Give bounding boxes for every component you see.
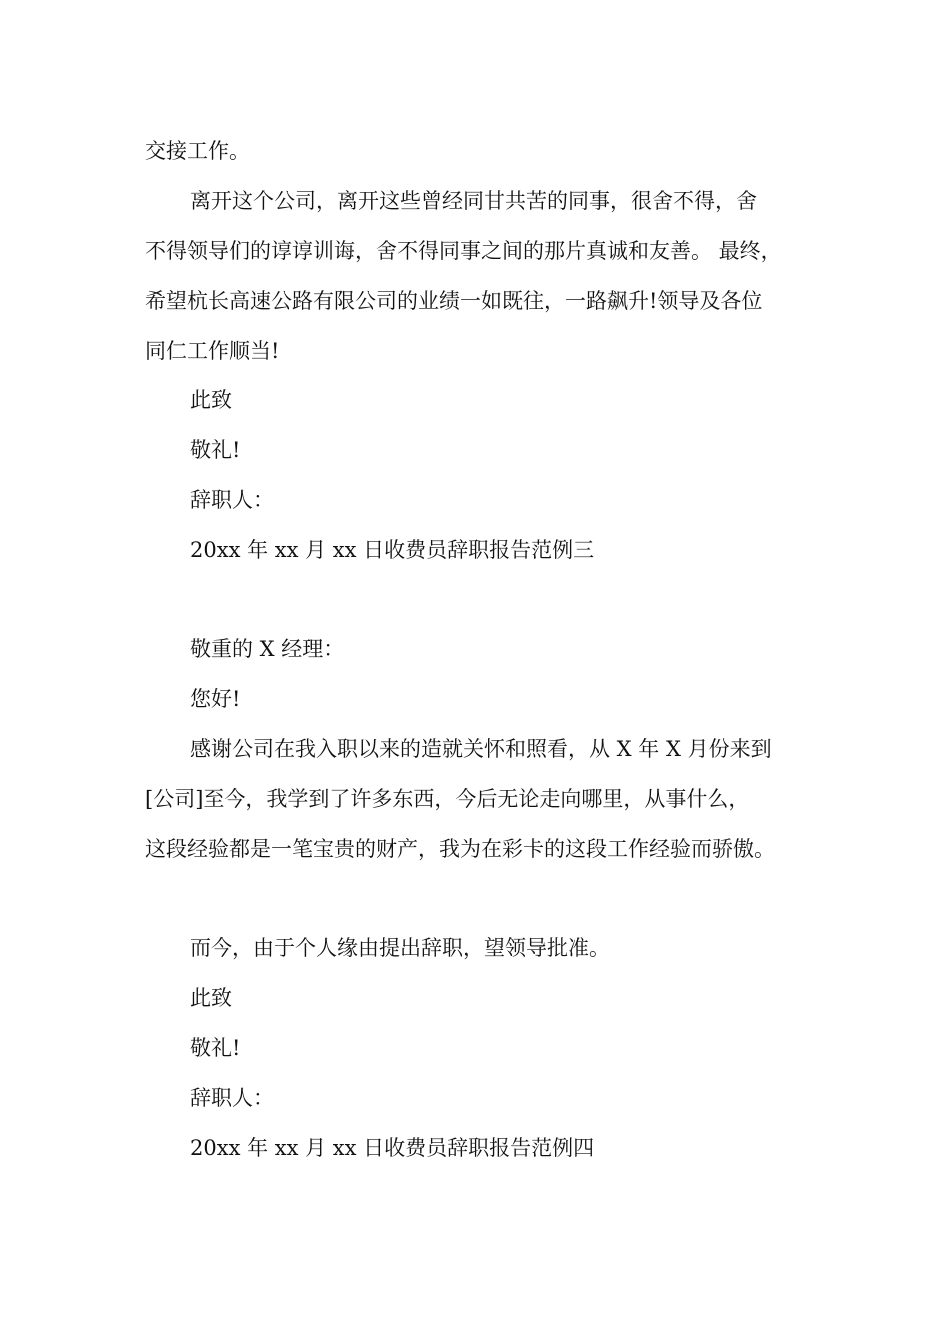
text-line: 交接工作。 [145, 139, 250, 163]
paragraph-line: 希望杭长高速公路有限公司的业绩一如既往，一路飙升!领导及各位 [145, 289, 763, 313]
date-and-heading: 20xx 年 xx 月 xx 日收费员辞职报告范例四 [190, 1136, 595, 1160]
letter-addressee: 敬重的 X 经理： [190, 637, 345, 661]
paragraph-line: 离开这个公司，离开这些曾经同甘共苦的同事，很舍不得，舍 [190, 189, 757, 213]
signature-label: 辞职人： [190, 488, 274, 512]
paragraph-line: 不得领导们的谆谆训诲，舍不得同事之间的那片真诚和友善。 最终， [145, 239, 782, 263]
paragraph-line: 同仁工作顺当! [145, 339, 280, 363]
salutation-closing: 敬礼! [190, 1036, 241, 1060]
date-and-heading: 20xx 年 xx 月 xx 日收费员辞职报告范例三 [190, 538, 595, 562]
signature-label: 辞职人： [190, 1086, 274, 1110]
paragraph-line: 这段经验都是一笔宝贵的财产，我为在彩卡的这段工作经验而骄傲。 [145, 837, 775, 861]
closing-phrase: 此致 [190, 388, 232, 412]
salutation-closing: 敬礼! [190, 438, 241, 462]
greeting: 您好! [190, 687, 241, 711]
paragraph-line: [公司]至今，我学到了许多东西，今后无论走向哪里，从事什么， [145, 787, 750, 811]
paragraph-line: 而今，由于个人缘由提出辞职，望领导批准。 [190, 936, 610, 960]
closing-phrase: 此致 [190, 986, 232, 1010]
paragraph-line: 感谢公司在我入职以来的造就关怀和照看，从 X 年 X 月份来到 [190, 737, 772, 761]
